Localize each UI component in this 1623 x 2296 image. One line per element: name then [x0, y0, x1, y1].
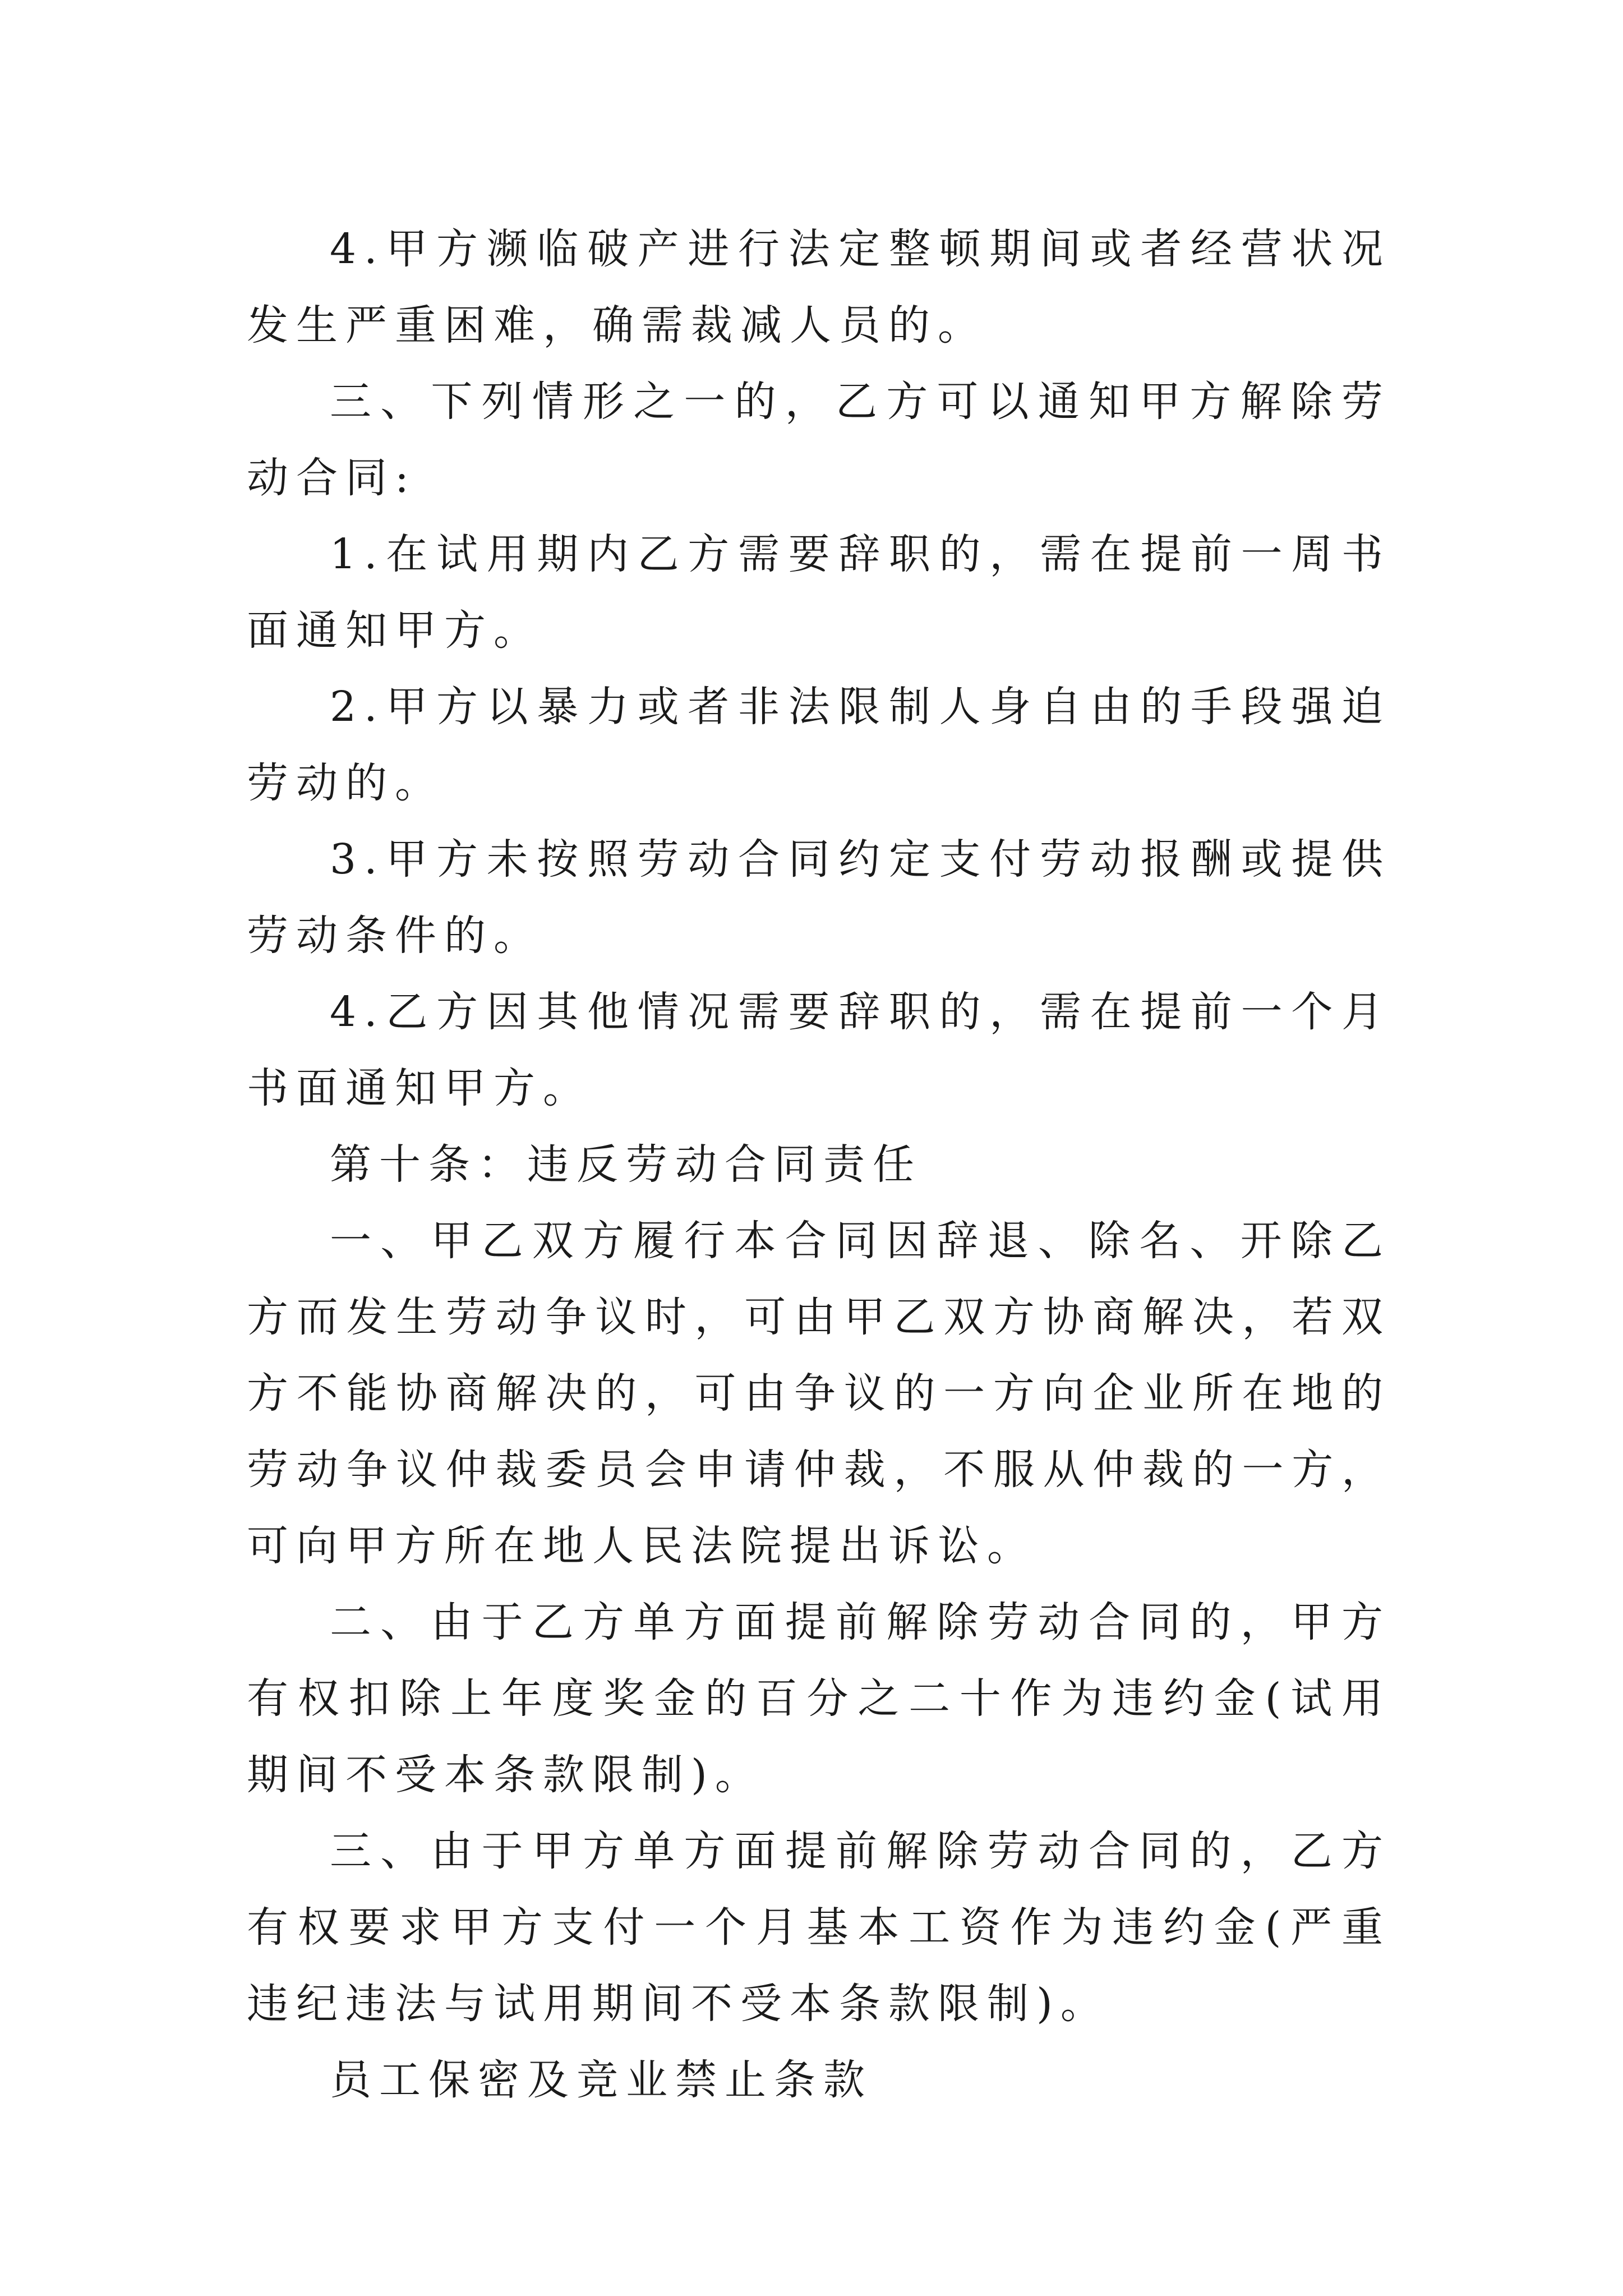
confidentiality-clause-heading: 员工保密及竞业禁止条款 [330, 2056, 873, 2104]
paragraph-section-3-heading: 三、下列情形之一的，乙方可以通知甲方解除劳动合同: [247, 378, 1391, 502]
document-body [247, 211, 1391, 2118]
paragraph-employer-early-termination: 三、由于甲方单方面提前解除劳动合同的，乙方有权要求甲方支付一个月基本工资作为违约金(严重违纪违法与试用期间不受本条款限制)。 [247, 1827, 1391, 2028]
paragraph-employee-early-termination: 二、由于乙方单方面提前解除劳动合同的，甲方有权扣除上年度奖金的百分之二十作为违约金(试用期间不受本条款限制)。 [247, 1598, 1391, 1799]
paragraph-1-probation: 1.在试用期内乙方需要辞职的，需在提前一周书面通知甲方。 [247, 530, 1391, 655]
paragraph-4-bankruptcy: 4.甲方濒临破产进行法定整顿期间或者经营状况发生严重困难，确需裁减人员的。 [247, 225, 1391, 349]
paragraph-4-resignation: 4.乙方因其他情况需要辞职的，需在提前一个月书面通知甲方。 [247, 988, 1391, 1112]
article-10-heading: 第十条：违反劳动合同责任 [330, 1140, 922, 1189]
paragraph-3-payment: 3.甲方未按照劳动合同约定支付劳动报酬或提供劳动条件的。 [247, 835, 1391, 960]
paragraph-2-forced-labor: 2.甲方以暴力或者非法限制人身自由的手段强迫劳动的。 [247, 683, 1391, 807]
paragraph-dispute-resolution: 一、甲乙双方履行本合同因辞退、除名、开除乙方而发生劳动争议时，可由甲乙双方协商解决，若双方不能协商解决的，可由争议的一方向企业所在地的劳动争议仲裁委员会申请仲裁，不服从仲裁的一方，可向甲方所在地人民法院提出诉讼。 [247, 1217, 1391, 1570]
